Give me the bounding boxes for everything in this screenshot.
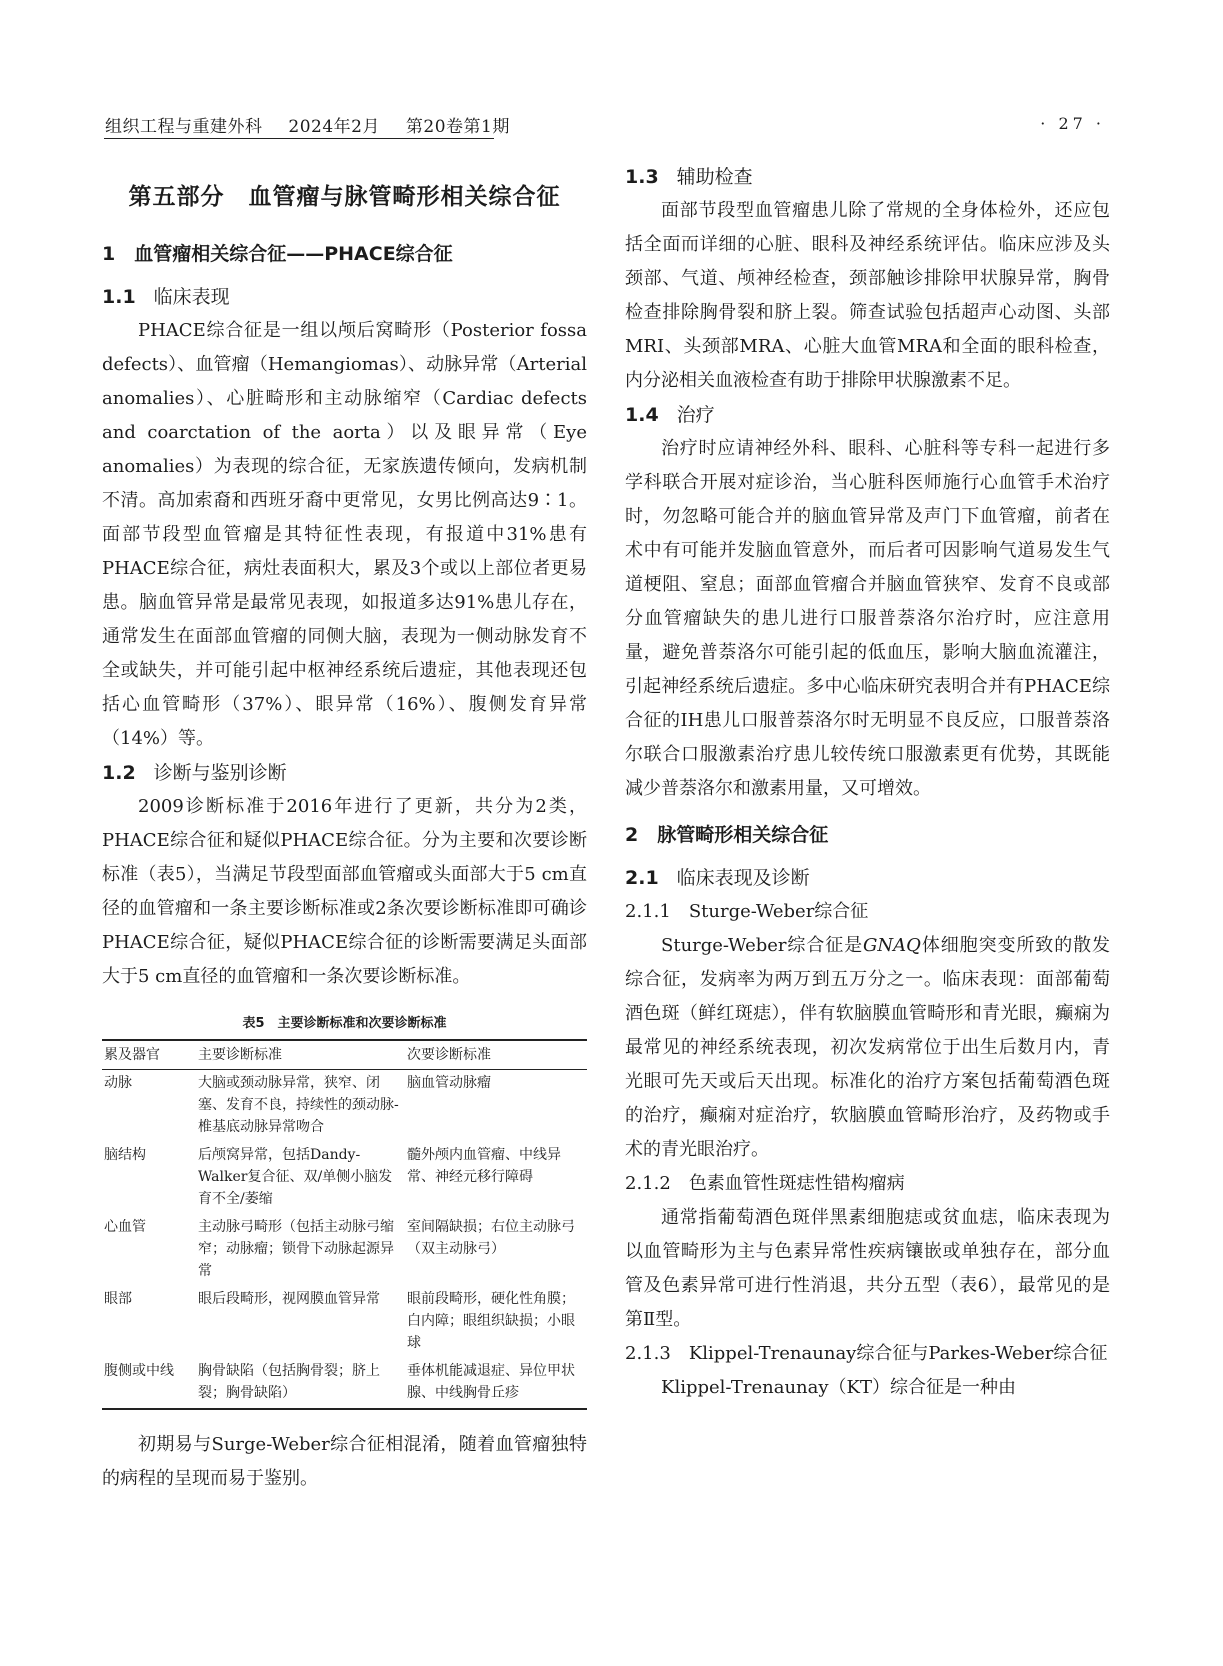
section-number: 2.1 <box>625 867 659 889</box>
section-title: 治疗 <box>676 404 715 426</box>
table-row <box>102 1214 587 1286</box>
table-cell: 大脑或颈动脉异常，狭窄、闭塞、发育不良，持续性的颈动脉-椎基底动脉异常吻合 <box>198 1075 399 1135</box>
table-cell: 腹侧或中线 <box>102 1358 196 1409</box>
section-title: 临床表现及诊断 <box>676 867 810 889</box>
section-2-1-heading <box>625 861 1110 895</box>
left-column <box>102 160 587 1496</box>
section-1-1-heading <box>102 280 587 314</box>
paragraph: 2009诊断标准于2016年进行了更新，共分为2类，PHACE综合征和疑似PHACE综合征。分为主要和次要诊断标准（表5），当满足节段型面部血管瘤或头面部大于5 cm直径的血管瘤和一条主要诊断标准或2条次要诊断标准即可确诊PHACE综合征，疑似PHACE综合征的诊断需要满足头面部大于5 cm直径的血管瘤和一条次要诊断标准。 <box>102 796 587 987</box>
section-1-title: 1 血管瘤相关综合征——PHACE综合征 <box>102 243 453 265</box>
table-cell: 眼后段畸形，视网膜血管异常 <box>198 1291 380 1307</box>
criteria-table <box>102 1039 587 1410</box>
section-1-3-heading <box>625 160 1110 194</box>
section-title: Klippel-Trenaunay综合征与Parkes-Weber综合征 <box>688 1343 1108 1364</box>
section-title: 临床表现 <box>153 286 230 308</box>
section-number: 1.4 <box>625 404 659 426</box>
gene-name: GNAQ <box>863 935 921 956</box>
section-title: 色素血管性斑痣性错构瘤病 <box>688 1173 905 1194</box>
table-header: 次要诊断标准 <box>405 1040 587 1070</box>
section-2-1-1-heading <box>625 895 1110 929</box>
table-cell: 主动脉弓畸形（包括主动脉弓缩窄；动脉瘤；锁骨下动脉起源异常 <box>198 1219 394 1279</box>
volume-issue: 第20卷第1期 <box>405 117 510 137</box>
paragraph: PHACE综合征是一组以颅后窝畸形（Posterior fossa defects）、血管瘤（Hemangiomas）、动脉异常（Arterial anomalies）、心脏畸形和主动脉缩窄（Cardiac defects and coarctation of the aorta）以及眼异常（Eye anomalies）为表现的综合征，无家族遗传倾向，发病机制不清。高加索裔和西班牙裔中更常见，女男比例高达9∶1。面部节段型血管瘤是其特征性表现，有报道中31%患有PHACE综合征，病灶表面积大，累及3个或以上部位者更易患。脑血管异常是最常见表现，如报道多达91%患儿存在，通常发生在面部血管瘤的同侧大脑，表现为一侧动脉发育不全或缺失，并可能引起中枢神经系统后遗症，其他表现还包括心血管畸形（37%）、眼异常（16%）、腹侧发育异常（14%）等。 <box>102 320 587 749</box>
table-header: 主要诊断标准 <box>196 1040 405 1070</box>
paragraph: Sturge-Weber综合征是GNAQ体细胞突变所致的散发综合征，发病率为两万到五万分之一。临床表现：面部葡萄酒色斑（鲜红斑痣），伴有软脑膜血管畸形和青光眼，癫痫为最常见的神经系统表现，初次发病常位于出生后数月内，青光眼可先天或后天出现。标准化的治疗方案包括葡萄酒色斑的治疗，癫痫对症治疗，软脑膜血管畸形治疗，及药物或手术的青光眼治疗。 <box>625 935 1111 1160</box>
section-number: 2.1.3 <box>625 1343 671 1364</box>
table-row <box>102 1070 587 1143</box>
table-row <box>102 1142 587 1214</box>
paragraph: Klippel-Trenaunay（KT）综合征是一种由 <box>661 1377 1016 1398</box>
table-cell: 心血管 <box>104 1219 146 1235</box>
table-row <box>102 1358 587 1409</box>
paragraph: 治疗时应请神经外科、眼科、心脏科等专科一起进行多学科联合开展对症诊治，当心脏科医师施行心血管手术治疗时，勿忽略可能合并的脑血管异常及声门下血管瘤，前者在术中有可能并发脑血管意外，而后者可因影响气道易发生气道梗阻、窒息；面部血管瘤合并脑血管狭窄、发育不良或部分血管瘤缺失的患儿进行口服普萘洛尔治疗时，应注意用量，避免普萘洛尔可能引起的低血压，影响大脑血流灌注，引起神经系统后遗症。多中心临床研究表明合并有PHACE综合征的IH患儿口服普萘洛尔时无明显不良反应，口服普萘洛尔联合口服激素治疗患儿较传统口服激素更有优势，其既能减少普萘洛尔和激素用量，又可增效。 <box>625 438 1110 799</box>
part-title: 第五部分 血管瘤与脉管畸形相关综合征 <box>128 184 561 210</box>
section-2-1-3-heading <box>625 1337 1110 1371</box>
table-cell: 髓外颅内血管瘤、中线异常、神经元移行障碍 <box>407 1147 561 1185</box>
table-cell: 后颅窝异常，包括Dandy-Walker复合征、双/单侧小脑发育不全/萎缩 <box>198 1147 393 1207</box>
section-title: 诊断与鉴别诊断 <box>153 762 287 784</box>
table-cell: 脑血管动脉瘤 <box>407 1075 491 1091</box>
table-cell: 眼前段畸形，硬化性角膜；白内障；眼组织缺损；小眼球 <box>407 1291 575 1351</box>
paragraph: 初期易与Surge-Weber综合征相混淆，随着血管瘤独特的病程的呈现而易于鉴别。 <box>102 1434 587 1489</box>
paragraph: 面部节段型血管瘤患儿除了常规的全身体检外，还应包括全面而详细的心脏、眼科及神经系统评估。临床应涉及头颈部、气道、颅神经检查，颈部触诊排除甲状腺异常，胸骨检查排除胸骨裂和脐上裂。筛查试验包括超声心动图、头部MRI、头颈部MRA、心脏大血管MRA和全面的眼科检查，内分泌相关血液检查有助于排除甲状腺激素不足。 <box>625 200 1110 391</box>
table-header: 累及器官 <box>102 1040 196 1070</box>
table-cell: 眼部 <box>104 1291 132 1307</box>
header-rule <box>104 138 494 139</box>
section-number: 1.3 <box>625 166 659 188</box>
section-title: 辅助检查 <box>676 166 753 188</box>
section-2-1-2-heading <box>625 1167 1110 1201</box>
right-column <box>625 160 1110 1405</box>
paragraph: 通常指葡萄酒色斑伴黑素细胞痣或贫血痣，临床表现为以血管畸形为主与色素异常性疾病镶嵌或单独存在，部分血管及色素异常可进行性消退，共分五型（表6），最常见的是第Ⅱ型。 <box>625 1207 1110 1330</box>
page-number: · 27 · <box>1040 114 1105 133</box>
section-1-4-heading <box>625 398 1110 432</box>
section-1-2-heading <box>102 756 587 790</box>
section-number: 1.1 <box>102 286 136 308</box>
section-2-title: 2 脉管畸形相关综合征 <box>625 824 829 846</box>
section-number: 2.1.2 <box>625 1173 671 1194</box>
journal-name: 组织工程与重建外科 <box>105 117 263 137</box>
section-title: Sturge-Weber综合征 <box>688 901 869 922</box>
issue-date: 2024年2月 <box>288 117 380 137</box>
table-cell: 垂体机能减退症、异位甲状腺、中线胸骨丘疹 <box>405 1358 587 1409</box>
section-number: 2.1.1 <box>625 901 671 922</box>
table-caption: 表5 主要诊断标准和次要诊断标准 <box>242 1016 447 1031</box>
table-row <box>102 1286 587 1358</box>
table-cell: 胸骨缺陷（包括胸骨裂；脐上裂；胸骨缺陷） <box>196 1358 405 1409</box>
table-cell: 脑结构 <box>104 1147 146 1163</box>
running-header <box>105 112 530 137</box>
table-cell: 动脉 <box>104 1075 132 1091</box>
section-number: 1.2 <box>102 762 136 784</box>
table-cell: 室间隔缺损；右位主动脉弓（双主动脉弓） <box>407 1219 575 1257</box>
